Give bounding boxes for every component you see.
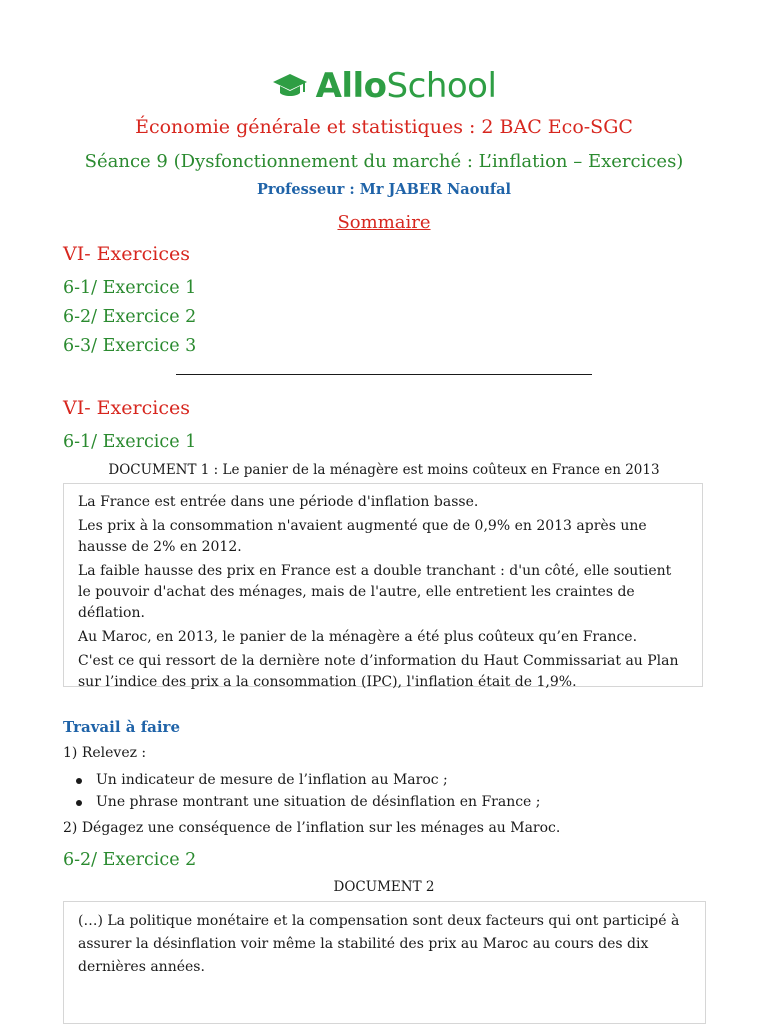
question-2: 2) Dégagez une conséquence de l’inflation sur les ménages au Maroc.: [63, 820, 561, 836]
document-1-title: DOCUMENT 1 : Le panier de la ménagère est moins coûteux en France en 2013: [108, 462, 660, 478]
professor-line: Professeur : Mr JABER Naoufal: [256, 181, 512, 198]
summary-item-exercise-3[interactable]: 6-3/ Exercice 3: [63, 336, 197, 356]
list-item-text: Un indicateur de mesure de l’inflation au Maroc ;: [96, 772, 448, 788]
divider: [176, 374, 592, 375]
list-item-text: Une phrase montrant une situation de désinflation en France ;: [96, 794, 541, 810]
summary-item-exercise-2[interactable]: 6-2/ Exercice 2: [63, 307, 197, 327]
document-1-paragraph: La France est entrée dans une période d'inflation basse.: [78, 494, 479, 510]
list-item: [76, 772, 676, 788]
logo-text-bold: Allo: [315, 66, 387, 106]
document-2-box: [63, 901, 706, 1024]
logo-text-light: School: [386, 66, 497, 106]
document-1-paragraph: Au Maroc, en 2013, le panier de la ménagère a été plus coûteux qu’en France.: [78, 629, 638, 645]
alloschool-logo[interactable]: [0, 66, 768, 106]
exercise-1-heading: 6-1/ Exercice 1: [63, 432, 197, 452]
document-1-paragraph: C'est ce qui ressort de la dernière note d’information du Haut Commissariat au Plan sur l’indice des prix a la consommation (IPC), l'inflation était de 1,9%.: [78, 653, 679, 690]
task-heading: Travail à faire: [63, 718, 181, 736]
document-1-box: [63, 483, 703, 690]
session-title: Séance 9 (Dysfonctionnement du marché : L’inflation – Exercices): [84, 151, 684, 172]
logo-text: [316, 66, 497, 106]
section-heading: VI- Exercices: [63, 397, 190, 419]
question-1: 1) Relevez :: [63, 745, 147, 761]
document-2-title: DOCUMENT 2: [333, 879, 435, 895]
list-item: [76, 794, 676, 810]
course-title: Économie générale et statistiques : 2 BAC Eco-SGC: [135, 116, 633, 138]
summary-heading: Sommaire: [337, 212, 431, 233]
graduation-cap-icon: [272, 72, 308, 100]
document-2-paragraph: (…) La politique monétaire et la compensation sont deux facteurs qui ont participé à assurer la désinflation voir même la stabilité des prix au Maroc au cours des dix dernières années.: [78, 913, 680, 975]
summary-item-exercise-1[interactable]: 6-1/ Exercice 1: [63, 278, 197, 298]
exercise-2-heading: 6-2/ Exercice 2: [63, 850, 197, 870]
summary-section-heading: VI- Exercices: [63, 243, 190, 265]
document-1-paragraph: Les prix à la consommation n'avaient augmenté que de 0,9% en 2013 après une hausse de 2% en 2012.: [78, 518, 647, 555]
document-1-paragraph: La faible hausse des prix en France est a double tranchant : d'un côté, elle soutient le pouvoir d'achat des ménages, mais de l'autre, elle entretient les craintes de déflation.: [78, 563, 672, 621]
